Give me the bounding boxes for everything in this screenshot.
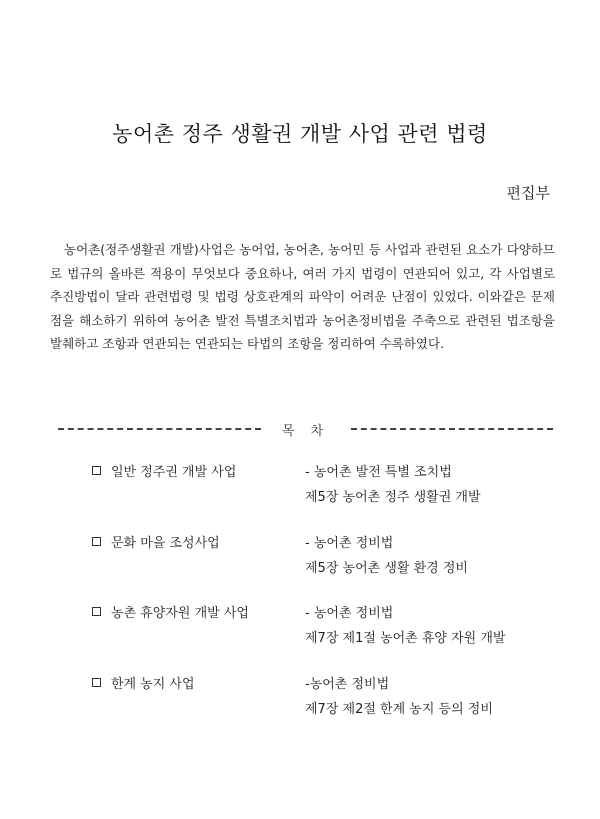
- toc-item-law: - 농어촌 정비법: [305, 606, 394, 621]
- editor-credit: 편집부: [506, 184, 550, 202]
- toc-item-chapter: 제7장 제2절 한계 농지 등의 정비: [305, 702, 493, 717]
- toc-item-topic: 농촌 휴양자원 개발 사업: [111, 606, 249, 621]
- toc-divider-left: [58, 428, 261, 430]
- square-bullet-icon: [92, 537, 101, 546]
- toc-item-law: - 농어촌 정비법: [305, 536, 394, 551]
- document-title: 농어촌 정주 생활권 개발 사업 관련 법령: [112, 122, 488, 146]
- toc-item-topic: 문화 마을 조성사업: [111, 536, 220, 551]
- toc-header: [58, 419, 553, 439]
- toc-item-chapter: 제5장 농어촌 생활 환경 정비: [305, 561, 468, 576]
- toc-item-topic: 한계 농지 사업: [111, 677, 195, 692]
- intro-paragraph: 농어촌(정주생활권 개발)사업은 농어업, 농어촌, 농어민 등 사업과 관련된 요소가 다양하므로 법규의 올바른 적용이 무엇보다 중요하나, 여러 가지 법령이 연관되어 있고, 각 사업별로 추진방법이 달라 관련법령 및 법령 상호관계의 파악이 어려운 난점이 있었다. 이와같은 문제점을 해소하기 위하여 농어촌 발전 특별조치법과 농어촌정비법을 주축으로 관련된 법조항을 발췌하고 조항과 연관되는 연관되는 타법의 조항을 정리하여 수록하였다.: [50, 242, 555, 351]
- toc-item-topic: 일반 정주권 개발 사업: [111, 465, 237, 480]
- toc-label: 목 차: [281, 423, 330, 439]
- toc-item-chapter: 제7장 제1절 농어촌 휴양 자원 개발: [305, 631, 506, 646]
- square-bullet-icon: [92, 678, 101, 687]
- toc-item-chapter: 제5장 농어촌 정주 생활권 개발: [305, 490, 481, 505]
- toc-item-law: -농어촌 정비법: [305, 677, 390, 692]
- square-bullet-icon: [92, 466, 101, 475]
- square-bullet-icon: [92, 607, 101, 616]
- toc-item-law: - 농어촌 발전 특별 조치법: [305, 465, 452, 480]
- toc-divider-right: [351, 428, 554, 430]
